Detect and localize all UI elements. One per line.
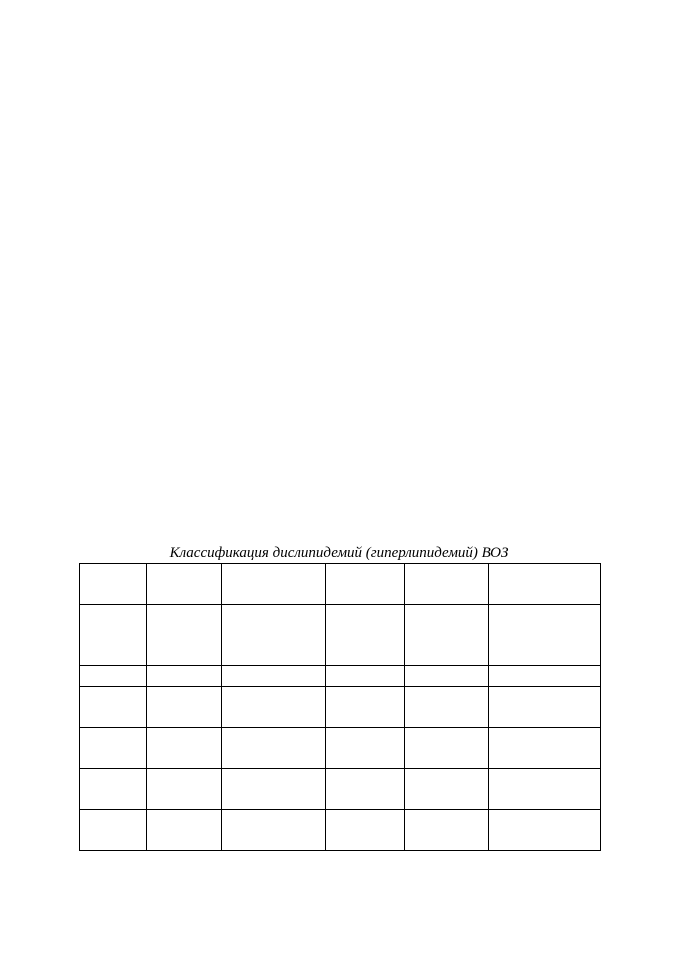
table-cell [326, 564, 405, 605]
table-cell [80, 605, 147, 666]
table-cell [326, 769, 405, 810]
table-cell [147, 769, 222, 810]
table-cell [489, 728, 601, 769]
table-cell [222, 810, 326, 851]
table-cell [80, 666, 147, 687]
table-cell [147, 605, 222, 666]
table-row [80, 666, 601, 687]
table-cell [405, 666, 489, 687]
table-cell [147, 810, 222, 851]
table-cell [489, 564, 601, 605]
table-cell [222, 666, 326, 687]
table-cell [405, 564, 489, 605]
table-cell [147, 728, 222, 769]
table-cell [222, 605, 326, 666]
table-cell [405, 810, 489, 851]
table-cell [326, 810, 405, 851]
table-cell [222, 769, 326, 810]
table-cell [80, 769, 147, 810]
table-cell [489, 605, 601, 666]
table-cell [405, 769, 489, 810]
table-cell [489, 769, 601, 810]
table-cell [326, 666, 405, 687]
table-cell [405, 728, 489, 769]
table-row [80, 810, 601, 851]
table-row [80, 687, 601, 728]
table-cell [222, 728, 326, 769]
table-cell [405, 605, 489, 666]
table-row [80, 769, 601, 810]
table-cell [326, 687, 405, 728]
table-caption: Классификация дислипидемий (гиперлипидемий) ВОЗ [169, 545, 509, 561]
table-row [80, 605, 601, 666]
table-cell [326, 728, 405, 769]
table-cell [489, 666, 601, 687]
table-cell [147, 666, 222, 687]
table-cell [80, 810, 147, 851]
table-cell [222, 687, 326, 728]
table-cell [80, 728, 147, 769]
table-cell [489, 687, 601, 728]
table-cell [80, 687, 147, 728]
table-row [80, 564, 601, 605]
table-cell [147, 687, 222, 728]
table-cell [222, 564, 326, 605]
table-row [80, 728, 601, 769]
table-cell [80, 564, 147, 605]
table-cell [326, 605, 405, 666]
table-cell [489, 810, 601, 851]
classification-table [79, 563, 601, 851]
table-cell [147, 564, 222, 605]
table-cell [405, 687, 489, 728]
